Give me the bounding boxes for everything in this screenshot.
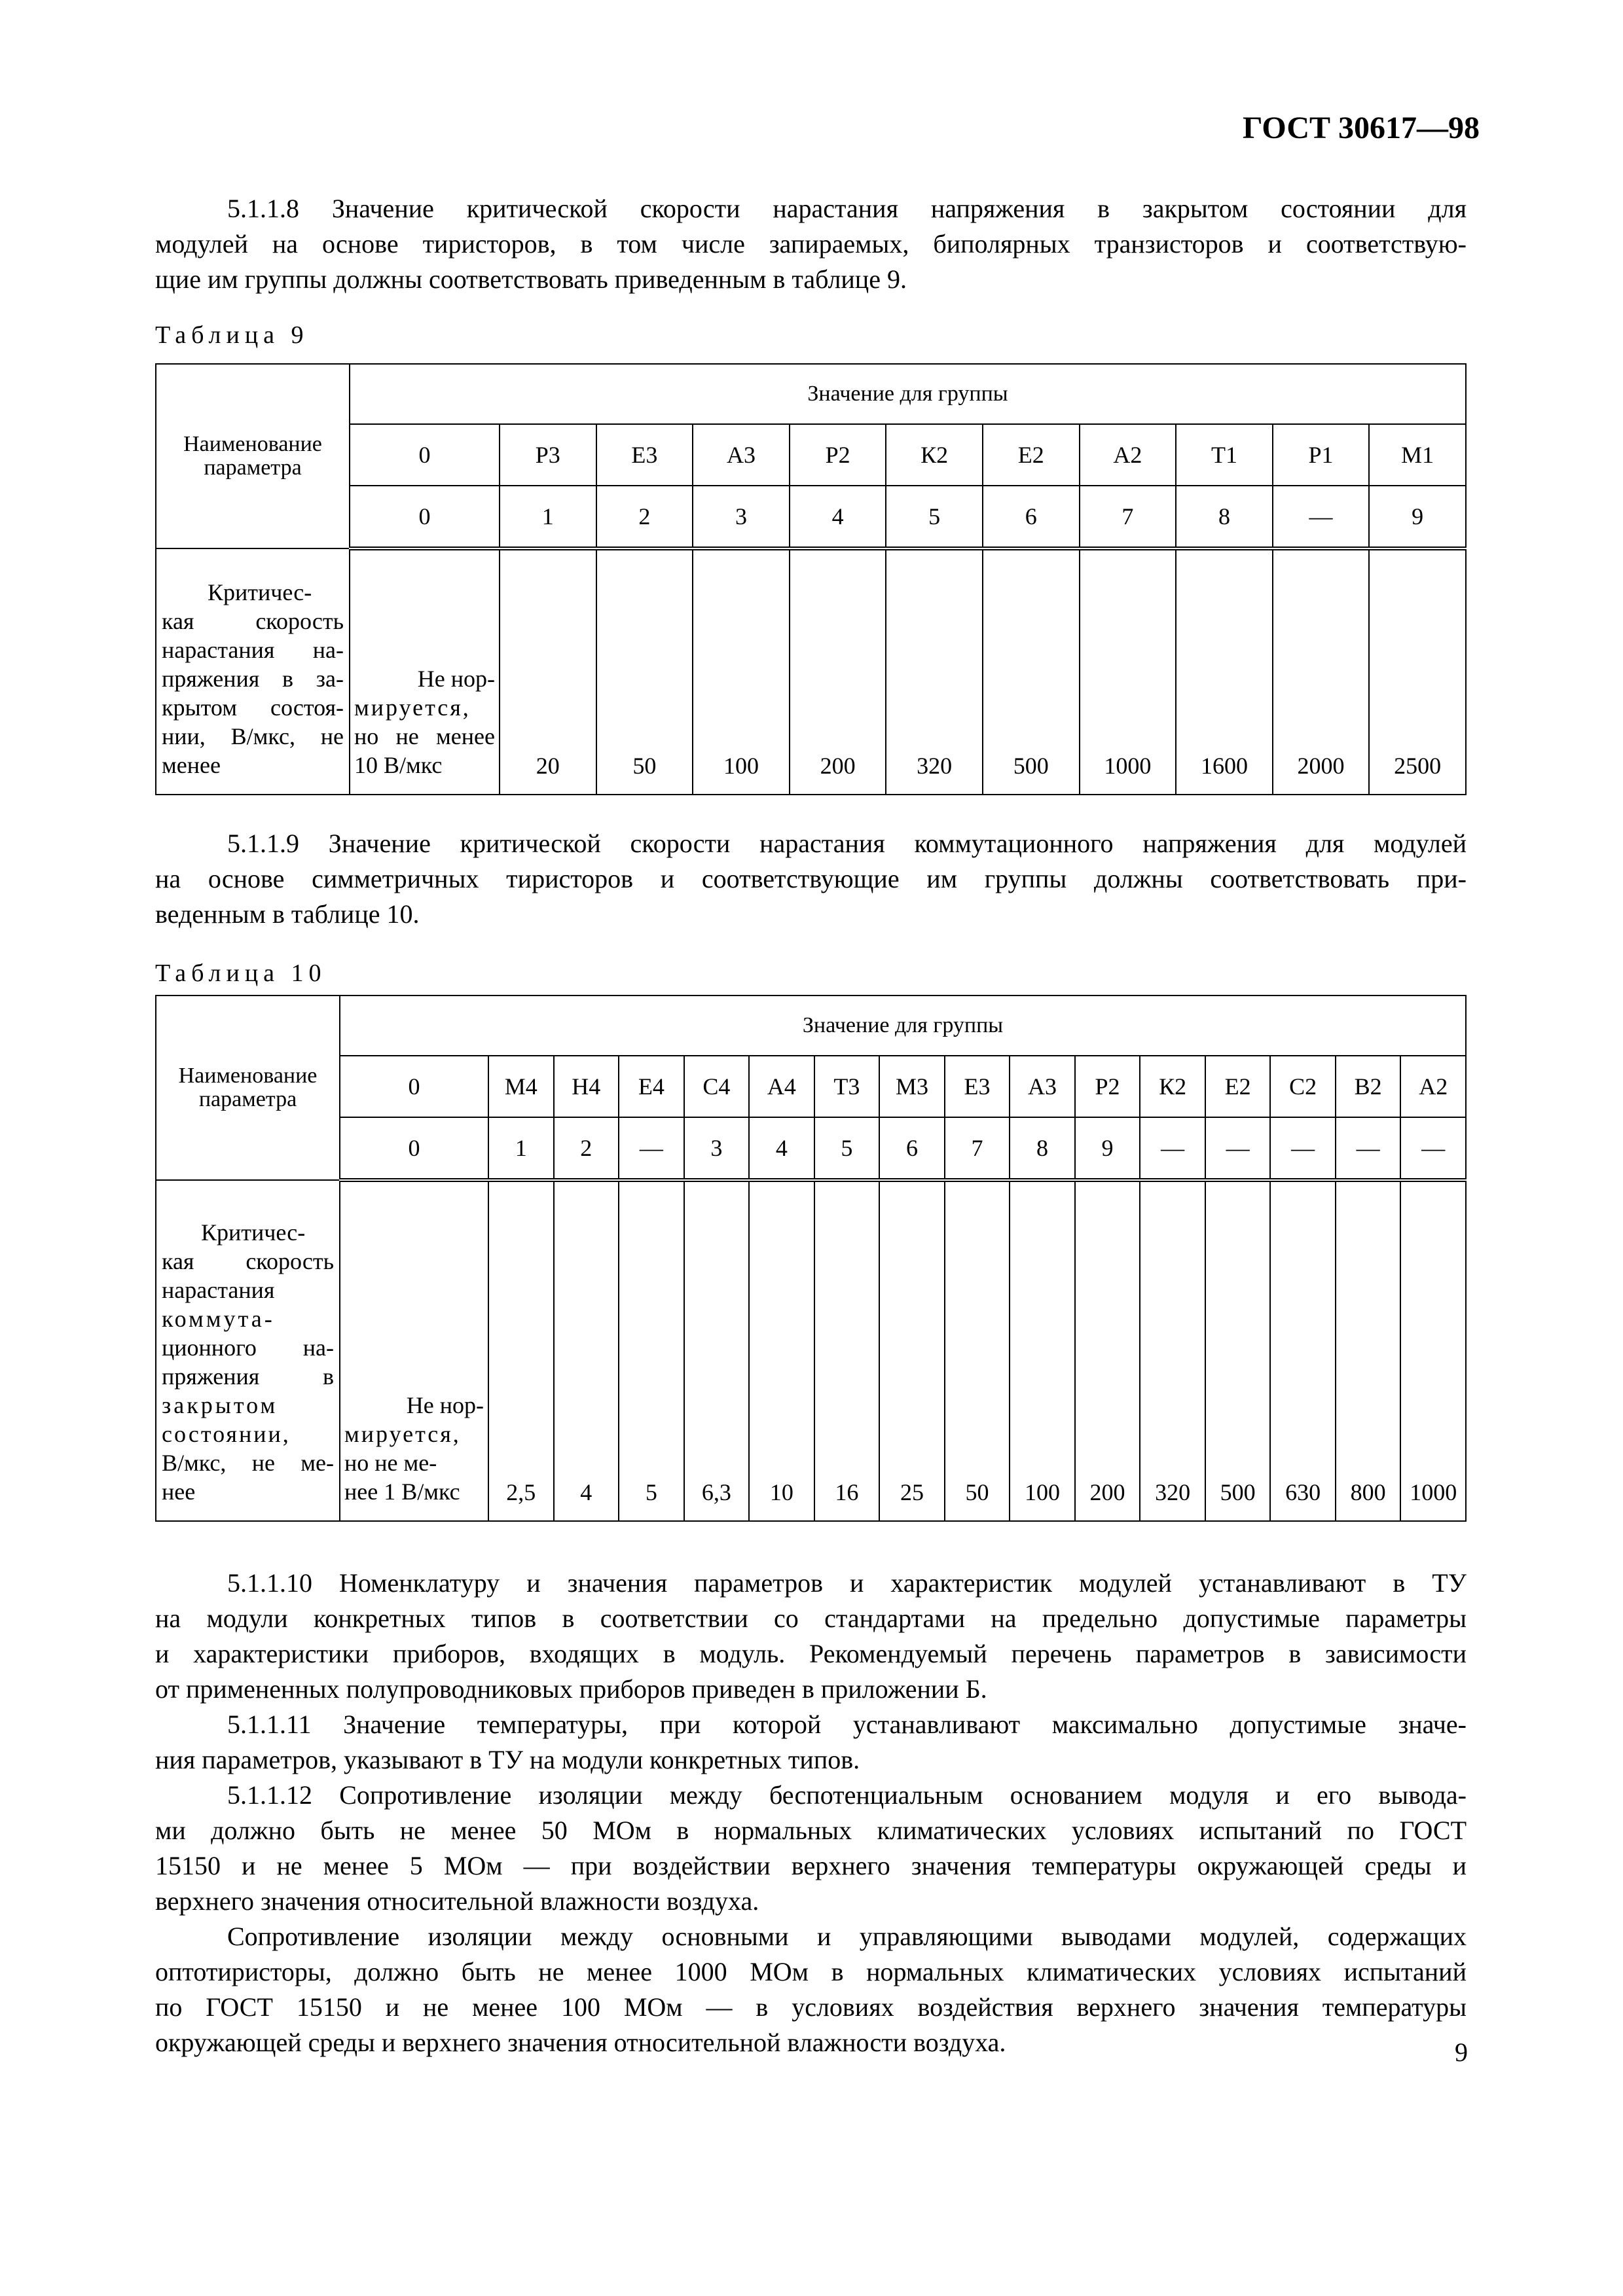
- description-line: Критичес-: [208, 579, 312, 605]
- group-number: 4: [749, 1117, 814, 1180]
- value-cell: 50: [945, 1180, 1010, 1521]
- description-line: нарастания: [162, 1277, 275, 1303]
- paragraph-line: и характеристики приборов, входящих в модуль. Рекомендуемый перечень параметров в зависимости: [155, 1639, 1467, 1668]
- group-number: —: [1140, 1117, 1205, 1180]
- group-code: 0: [350, 424, 500, 486]
- group-number: 2: [596, 486, 693, 548]
- group-number: 7: [1080, 486, 1176, 548]
- value-cell: 100: [693, 548, 790, 795]
- value-cell: 20: [500, 548, 596, 795]
- group-code: М1: [1369, 424, 1466, 486]
- paragraph-line: на основе симметричных тиристоров и соответствующие им группы должны соответствовать при-: [155, 864, 1467, 893]
- group-number: 9: [1369, 486, 1466, 548]
- group-number: 7: [945, 1117, 1010, 1180]
- value-cell: 500: [1205, 1180, 1271, 1521]
- paragraph-line: от примененных полупроводниковых приборов приведен в приложении Б.: [155, 1674, 987, 1704]
- value-cell: 2000: [1273, 548, 1370, 795]
- value-cell: 2500: [1369, 548, 1466, 795]
- value-cell: 320: [1140, 1180, 1205, 1521]
- group-number: 6: [983, 486, 1080, 548]
- paragraph-line: 5.1.1.8 Значение критической скорости нарастания напряжения в закрытом состоянии для: [227, 194, 1467, 223]
- description-line: менее: [162, 752, 221, 778]
- group-code: К2: [1140, 1056, 1205, 1117]
- description-line: состоянии,: [162, 1421, 291, 1447]
- description-line: кая скорость: [162, 1248, 334, 1274]
- paragraph-line: 5.1.1.9 Значение критической скорости нарастания коммутационного напряжения для модулей: [227, 829, 1467, 858]
- group-code: А3: [693, 424, 790, 486]
- paragraph-5-1-1-9: [155, 826, 1467, 932]
- paragraph-line: 15150 и не менее 5 МОм — при воздействии верхнего значения температуры окружающей среды и: [155, 1851, 1467, 1880]
- paragraph-line: по ГОСТ 15150 и не менее 100 МОм — в условиях воздействия верхнего значения температуры: [155, 1992, 1467, 2022]
- paragraph-line: оптотиристоры, должно быть не менее 1000 МОм в нормальных климатических условиях испытаний: [155, 1957, 1467, 1986]
- value-cell: 1000: [1080, 548, 1176, 795]
- group-code: Н4: [554, 1056, 619, 1117]
- group-number: 3: [684, 1117, 750, 1180]
- value-cell: 200: [790, 548, 886, 795]
- value-cell: 50: [596, 548, 693, 795]
- note-line: нее 1 В/мкс: [344, 1479, 460, 1505]
- value-cell: 630: [1270, 1180, 1336, 1521]
- value-cell: 5: [619, 1180, 684, 1521]
- value-cell: 1600: [1176, 548, 1273, 795]
- value-cell: 10: [749, 1180, 814, 1521]
- description-line: закрытом: [162, 1392, 278, 1418]
- paragraph-line: верхнего значения относительной влажности воздуха.: [155, 1886, 759, 1916]
- group-number: 0: [340, 1117, 488, 1180]
- group-code: Р2: [790, 424, 886, 486]
- group-code: К2: [886, 424, 983, 486]
- group-number: 4: [790, 486, 886, 548]
- paragraph-line: окружающей среды и верхнего значения относительной влажности воздуха.: [155, 2028, 1006, 2057]
- document-header-gost-number: ГОСТ 30617—98: [1243, 111, 1480, 145]
- paragraph-line: 5.1.1.10 Номенклатуру и значения параметров и характеристик модулей устанавливают в ТУ: [227, 1568, 1467, 1598]
- group-number: 8: [1010, 1117, 1075, 1180]
- paragraph-line: на модули конкретных типов в соответствии со стандартами на предельно допустимые параметры: [155, 1604, 1467, 1633]
- group-number: 6: [879, 1117, 945, 1180]
- value-cell: 2,5: [488, 1180, 554, 1521]
- paragraph-line: веденным в таблице 10.: [155, 899, 420, 929]
- group-code: А2: [1400, 1056, 1466, 1117]
- value-cell: 6,3: [684, 1180, 750, 1521]
- group-code: Е3: [596, 424, 693, 486]
- group-code: С2: [1270, 1056, 1336, 1117]
- group-number: 5: [886, 486, 983, 548]
- group-number: 3: [693, 486, 790, 548]
- group-code: А2: [1080, 424, 1176, 486]
- table-10-param-header: Наименование параметра: [156, 996, 340, 1180]
- table-10-caption: Таблица 10: [155, 960, 327, 987]
- description-line: кая скорость: [162, 608, 344, 634]
- table-9-caption: Таблица 9: [155, 321, 309, 349]
- value-cell: 25: [879, 1180, 945, 1521]
- table-9: [155, 363, 1467, 795]
- group-code: А4: [749, 1056, 814, 1117]
- paragraph-line: ми должно быть не менее 50 МОм в нормальных климатических условиях испытаний по ГОСТ: [155, 1816, 1467, 1845]
- parameter-description: [156, 1180, 340, 1521]
- group-number: 8: [1176, 486, 1273, 548]
- group-code: В2: [1336, 1056, 1401, 1117]
- paragraph-line: Сопротивление изоляции между основными и управляющими выводами модулей, содержащих: [227, 1922, 1467, 1951]
- paragraph-line: 5.1.1.12 Сопротивление изоляции между беспотенциальным основанием модуля и его вывода-: [227, 1780, 1467, 1810]
- group-number: 9: [1075, 1117, 1140, 1180]
- paragraph-line: щие им группы должны соответствовать приведенным в таблице 9.: [155, 264, 907, 294]
- parameter-description: [156, 548, 350, 795]
- paragraph-5-1-1-8: [155, 191, 1467, 297]
- group-number: 2: [554, 1117, 619, 1180]
- paragraph-line: 5.1.1.11 Значение температуры, при которой устанавливают максимально допустимые значе-: [227, 1710, 1467, 1739]
- paragraph-5-1-1-11: [155, 1707, 1467, 1778]
- group-code: Е4: [619, 1056, 684, 1117]
- description-line: пряжения в: [162, 1363, 334, 1390]
- group-code: Т3: [814, 1056, 880, 1117]
- group-code: Е3: [945, 1056, 1010, 1117]
- description-line: нии, В/мкс, не: [162, 723, 344, 749]
- paragraph-optothyristor-insulation: [155, 1919, 1467, 2060]
- group-number: 1: [488, 1117, 554, 1180]
- group-code: М3: [879, 1056, 945, 1117]
- note-line: мируется,: [344, 1421, 461, 1447]
- group-number: 0: [350, 486, 500, 548]
- note-line: но не ме-: [344, 1450, 437, 1476]
- description-line: коммута-: [162, 1306, 275, 1332]
- group-number: 5: [814, 1117, 880, 1180]
- description-line: пряжения в за-: [162, 666, 344, 692]
- description-line: ционного на-: [162, 1335, 334, 1361]
- table-9-param-header: Наименование параметра: [156, 364, 350, 548]
- note-line: но не менее: [354, 723, 495, 749]
- description-line: нее: [162, 1479, 196, 1505]
- group-code: С4: [684, 1056, 750, 1117]
- group-code: Р1: [1273, 424, 1370, 486]
- table-10: [155, 995, 1467, 1522]
- note-line: Не нор-: [406, 1392, 484, 1418]
- value-cell: 1000: [1400, 1180, 1466, 1521]
- group-0-value-note: [340, 1180, 488, 1521]
- paragraph-5-1-1-12: [155, 1778, 1467, 1919]
- table-row: [156, 1180, 1466, 1521]
- group-number: —: [1270, 1117, 1336, 1180]
- description-line: нарастания на-: [162, 637, 344, 663]
- group-number: —: [1336, 1117, 1401, 1180]
- group-code: Т1: [1176, 424, 1273, 486]
- group-0-value-note: [350, 548, 500, 795]
- paragraph-line: модулей на основе тиристоров, в том числе запираемых, биполярных транзисторов и соответствую-: [155, 229, 1467, 259]
- note-line: Не нор-: [417, 666, 495, 692]
- group-number: —: [1273, 486, 1370, 548]
- group-code: А3: [1010, 1056, 1075, 1117]
- table-9-group-header: Значение для группы: [350, 364, 1466, 424]
- value-cell: 500: [983, 548, 1080, 795]
- value-cell: 4: [554, 1180, 619, 1521]
- group-code: Е2: [1205, 1056, 1271, 1117]
- value-cell: 800: [1336, 1180, 1401, 1521]
- group-number: —: [1205, 1117, 1271, 1180]
- group-code: Р2: [1075, 1056, 1140, 1117]
- group-code: 0: [340, 1056, 488, 1117]
- value-cell: 200: [1075, 1180, 1140, 1521]
- note-line: 10 В/мкс: [354, 752, 443, 778]
- value-cell: 16: [814, 1180, 880, 1521]
- group-code: Е2: [983, 424, 1080, 486]
- group-code: М4: [488, 1056, 554, 1117]
- table-10-group-header: Значение для группы: [340, 996, 1466, 1056]
- note-line: мируется,: [354, 694, 471, 721]
- paragraph-5-1-1-10: [155, 1566, 1467, 1707]
- description-line: Критичес-: [201, 1219, 306, 1246]
- page-number: 9: [1455, 2037, 1468, 2067]
- description-line: В/мкс, не ме-: [162, 1450, 334, 1476]
- group-number: —: [1400, 1117, 1466, 1180]
- value-cell: 320: [886, 548, 983, 795]
- value-cell: 100: [1010, 1180, 1075, 1521]
- group-number: 1: [500, 486, 596, 548]
- description-line: крытом состоя-: [162, 694, 344, 721]
- paragraph-line: ния параметров, указывают в ТУ на модули конкретных типов.: [155, 1745, 860, 1774]
- table-row: [156, 548, 1466, 795]
- group-number: —: [619, 1117, 684, 1180]
- group-code: Р3: [500, 424, 596, 486]
